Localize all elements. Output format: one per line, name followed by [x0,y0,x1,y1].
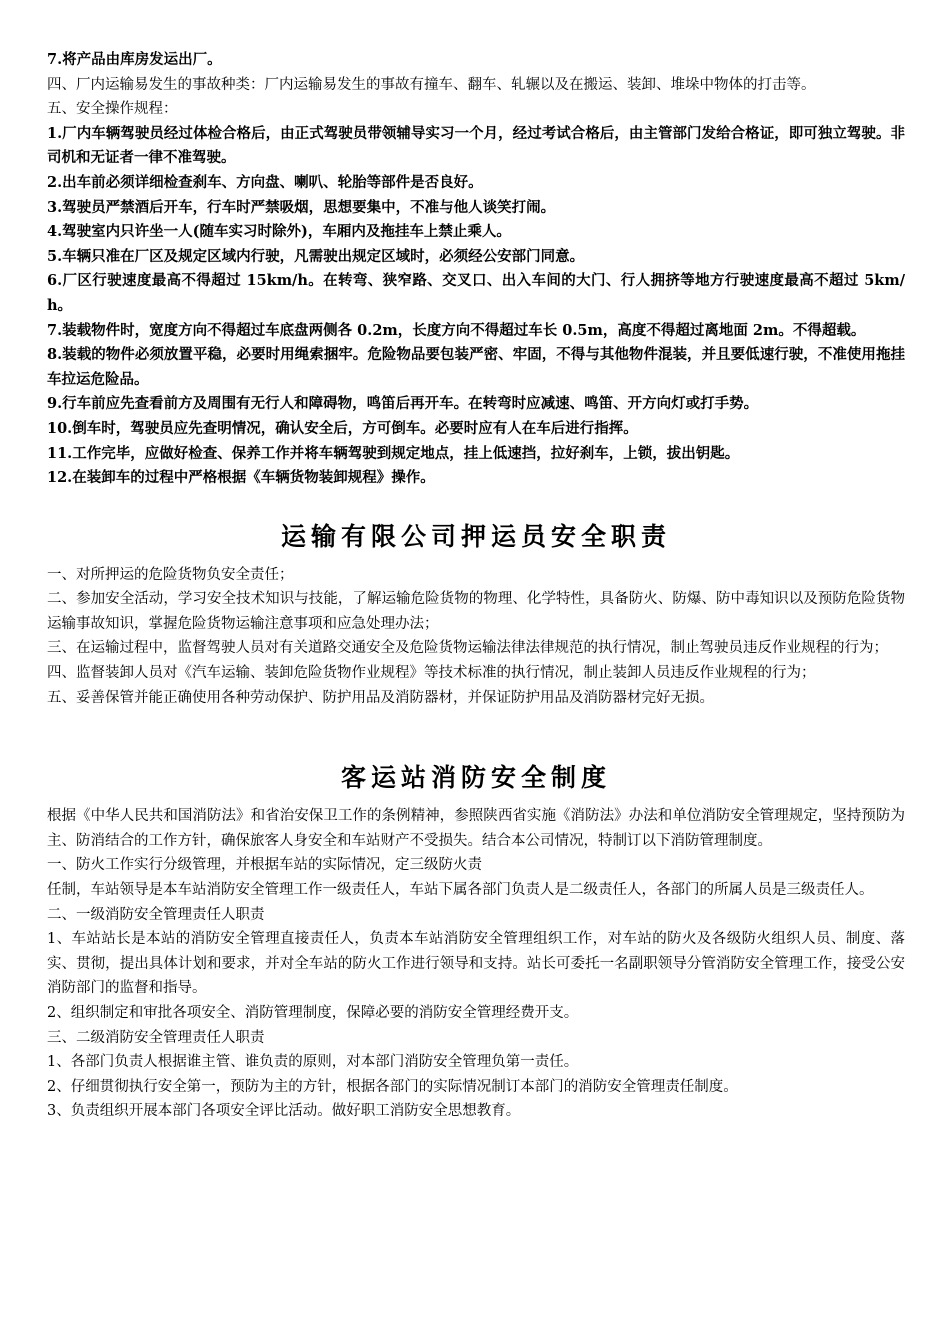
para-2: 四、厂内运输易发生的事故种类：厂内运输易发生的事故有撞车、翻车、轧辗以及在搬运、装卸、堆垛中物体的打击等。 [47,76,816,93]
para-14: 11.工作完毕，应做好检查、保养工作并将车辆驾驶到规定地点，挂上低速挡，拉好刹车，上锁，拔出钥匙。 [47,444,740,462]
section-title-fire-safety: 客运站消防安全制度 [340,763,611,793]
para-21: 根据《中华人民共和国消防法》和省治安保卫工作的条例精神，参照陕西省实施《消防法》办法和单位消防安全管理规定，坚持预防为主、防消结合的工作方针，确保旅客人身安全和车站财产不受损失。结合本公司情况，特制订以下消防管理制度。 [47,808,905,849]
para-22: 一、防火工作实行分级管理，并根据车站的实际情况，定三级防火责 [47,857,482,874]
section-vehicle-rules [47,48,905,491]
para-7: 4.驾驶室内只许坐一人(随车实习时除外)，车厢内及拖挂车上禁止乘人。 [47,223,511,241]
para-10: 7.装载物件时，宽度方向不得超过车底盘两侧各 0.2m，长度方向不得超过车长 0.5m，高度不得超过离地面 2m。不得超载。 [47,321,866,339]
para-17: 二、参加安全活动，学习安全技术知识与技能，了解运输危险货物的物理、化学特性，具备防火、防爆、防中毒知识以及预防危险货物运输事故知识，掌握危险货物运输注意事项和应急处理办法； [47,591,905,632]
section-title-escort-duties: 运输有限公司押运员安全职责 [280,521,671,551]
para-4: 1.厂内车辆驾驶员经过体检合格后，由正式驾驶员带领辅导实习一个月，经过考试合格后，由主管部门发给合格证，即可独立驾驶。非司机和无证者一律不准驾驶。 [47,124,905,167]
para-6: 3.驾驶员严禁酒后开车，行车时严禁吸烟，思想要集中，不准与他人谈笑打闹。 [47,198,556,216]
section-escort-duties [47,563,905,711]
document-page [47,48,905,1124]
para-18: 三、在运输过程中，监督驾驶人员对有关道路交通安全及危险货物运输法律法律规范的执行情况，制止驾驶员违反作业规程的行为； [47,640,888,657]
para-8: 5.车辆只准在厂区及规定区域内行驶，凡需驶出规定区域时，必须经公安部门同意。 [47,247,585,265]
para-12: 9.行车前应先查看前方及周围有无行人和障碍物，鸣笛后再开车。在转弯时应减速、鸣笛、开方向灯或打手势。 [47,395,759,413]
para-30: 3、负责组织开展本部门各项安全评比活动。做好职工消防安全思想教育。 [47,1103,521,1120]
para-15: 12.在装卸车的过程中严格根据《车辆货物装卸规程》操作。 [47,469,435,487]
para-1: 7.将产品由库房发运出厂。 [47,51,222,68]
para-5: 2.出车前必须详细检查刹车、方向盘、喇叭、轮胎等部件是否良好。 [47,173,483,191]
para-3: 五、安全操作规程： [47,101,178,118]
para-13: 10.倒车时，驾驶员应先查明情况，确认安全后，方可倒车。必要时应有人在车后进行指挥。 [47,419,638,437]
para-20: 五、妥善保管并能正确使用各种劳动保护、防护用品及消防器材，并保证防护用品及消防器材完好无损。 [47,689,714,706]
para-28: 1、各部门负责人根据谁主管、谁负责的原则，对本部门消防安全管理负第一责任。 [47,1054,579,1071]
para-9: 6.厂区行驶速度最高不得超过 15km/h。在转弯、狭窄路、交叉口、出入车间的大门、行人拥挤等地方行驶速度最高不超过 5km/h。 [47,272,905,314]
para-25: 1、车站站长是本站的消防安全管理直接责任人，负责本车站消防安全管理组织工作，对车站的防火及各级防火组织人员、制度、落实、贯彻，提出具体计划和要求，并对全车站的防火工作进行领导和支持。站长可委托一名副职领导分管消防安全管理工作，接受公安消防部门的监督和指导。 [47,931,905,997]
para-26: 2、组织制定和审批各项安全、消防管理制度，保障必要的消防安全管理经费开支。 [47,1005,579,1021]
para-24: 二、一级消防安全管理责任人职责 [47,906,265,923]
para-29: 2、仔细贯彻执行安全第一，预防为主的方针，根据各部门的实际情况制订本部门的消防安全管理责任制度。 [47,1078,738,1095]
para-19: 四、监督装卸人员对《汽车运输、装卸危险货物作业规程》等技术标准的执行情况，制止装卸人员违反作业规程的行为； [47,665,816,682]
para-23: 任制，车站领导是本车站消防安全管理工作一级责任人，车站下属各部门负责人是二级责任人，各部门的所属人员是三级责任人。 [47,882,874,899]
para-11: 8.装载的物件必须放置平稳，必要时用绳索捆牢。危险物品要包装严密、牢固，不得与其他物件混装，并且要低速行驶，不准使用拖挂车拉运危险品。 [47,346,905,388]
section-fire-safety [47,804,905,1124]
para-27: 三、二级消防安全管理责任人职责 [47,1029,265,1046]
para-16: 一、对所押运的危险货物负安全责任； [47,566,294,583]
